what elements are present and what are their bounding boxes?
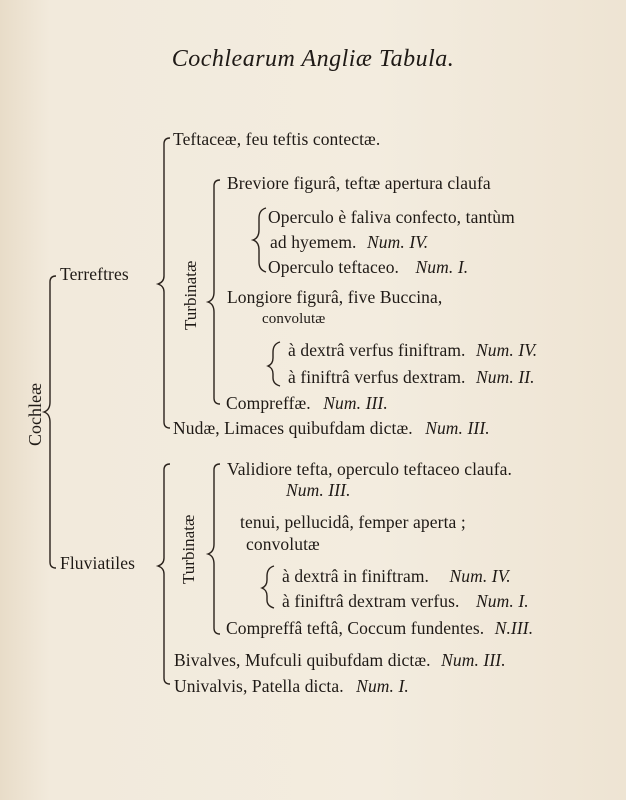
operculo-saliva-line-2 [270, 234, 428, 252]
operculo-testaceo-line [268, 259, 468, 277]
validiore-num: Num. III. [286, 480, 351, 500]
operculo-saliva-num: Num. IV. [367, 232, 429, 252]
longiore-line-2: convolutæ [262, 311, 326, 327]
fluviatiles-label: Fluviatiles [60, 553, 135, 573]
cochleae-bracket [44, 276, 56, 568]
tenui-line-1: tenui, pellucidâ, femper aperta ; [240, 512, 466, 532]
terrestres-label: Terreftres [60, 264, 129, 284]
breviore-line: Breviore figurâ, teftæ apertura claufa [227, 173, 491, 193]
univalvis-text: Univalvis, Patella dicta. [174, 676, 344, 696]
testaceae-line: Teftaceæ, feu teftis contectæ. [173, 129, 381, 149]
nudae-num: Num. III. [425, 418, 490, 438]
bivalves-text: Bivalves, Mufculi quibufdam dictæ. [174, 650, 431, 670]
fluviatiles-dextra-text: à dextrâ in finiftram. [282, 566, 430, 586]
fluviatiles-sinistra-text: à finiftrâ dextram verfus. [282, 591, 460, 611]
root-label: Cochleæ [25, 383, 45, 446]
tenui-line-2: convolutæ [246, 534, 320, 554]
fluviatiles-dextra-num: Num. IV. [449, 566, 511, 586]
page-title: Cochlearum Angliæ Tabula. [171, 46, 455, 72]
terrestres-turbinatae-bracket [208, 180, 220, 404]
operculum-brace [253, 208, 266, 272]
operculo-saliva-text: ad hyemem. [270, 232, 357, 252]
fluviatiles-sinistra-num: Num. I. [476, 591, 529, 611]
compressae-num: Num. III. [323, 393, 388, 413]
compressae-line [226, 395, 388, 413]
terrestres-bracket [158, 138, 170, 428]
nudae-line [173, 420, 490, 438]
terrestres-dextra-num: Num. IV. [476, 340, 538, 360]
compressae-text: Compreffæ. [226, 393, 311, 413]
fluviatiles-bracket [158, 464, 170, 684]
univalvis-line [174, 678, 409, 696]
fluviatiles-brace [262, 566, 274, 608]
terrestres-sinistra-text: à finiftrâ verfus dextram. [288, 367, 466, 387]
fluviatiles-sinistra-line [282, 593, 529, 611]
bivalves-line [174, 652, 506, 670]
operculo-testaceo-num: Num. I. [415, 257, 469, 277]
compressa-line [226, 620, 533, 638]
validiore-line-1: Validiore tefta, operculo teftaceo claufa. [227, 459, 513, 479]
nudae-text: Nudæ, Limaces quibufdam dictæ. [173, 418, 413, 438]
univalvis-num: Num. I. [356, 676, 409, 696]
buccina-brace [268, 342, 280, 386]
terrestres-turbinatae-label: Turbinatæ [181, 260, 200, 330]
terrestres-dextra-text: à dextrâ verfus finiftram. [288, 340, 466, 360]
bivalves-num: Num. III. [441, 650, 506, 670]
longiore-line-1: Longiore figurâ, five Buccina, [227, 287, 443, 307]
compressa-num: N.III. [494, 618, 534, 638]
fluviatiles-turbinatae-bracket [208, 464, 220, 634]
terrestres-dextra-line [288, 342, 537, 360]
terrestres-sinistra-num: Num. II. [476, 367, 535, 387]
fluviatiles-turbinatae-label: Turbinatæ [179, 514, 198, 584]
compressa-text: Compreffâ teftâ, Coccum fundentes. [226, 618, 485, 638]
fluviatiles-dextra-line [282, 568, 511, 586]
terrestres-sinistra-line [288, 369, 535, 387]
operculo-testaceo-text: Operculo teftaceo. [268, 257, 400, 277]
operculo-saliva-line-1: Operculo è faliva confecto, tantùm [268, 207, 515, 227]
